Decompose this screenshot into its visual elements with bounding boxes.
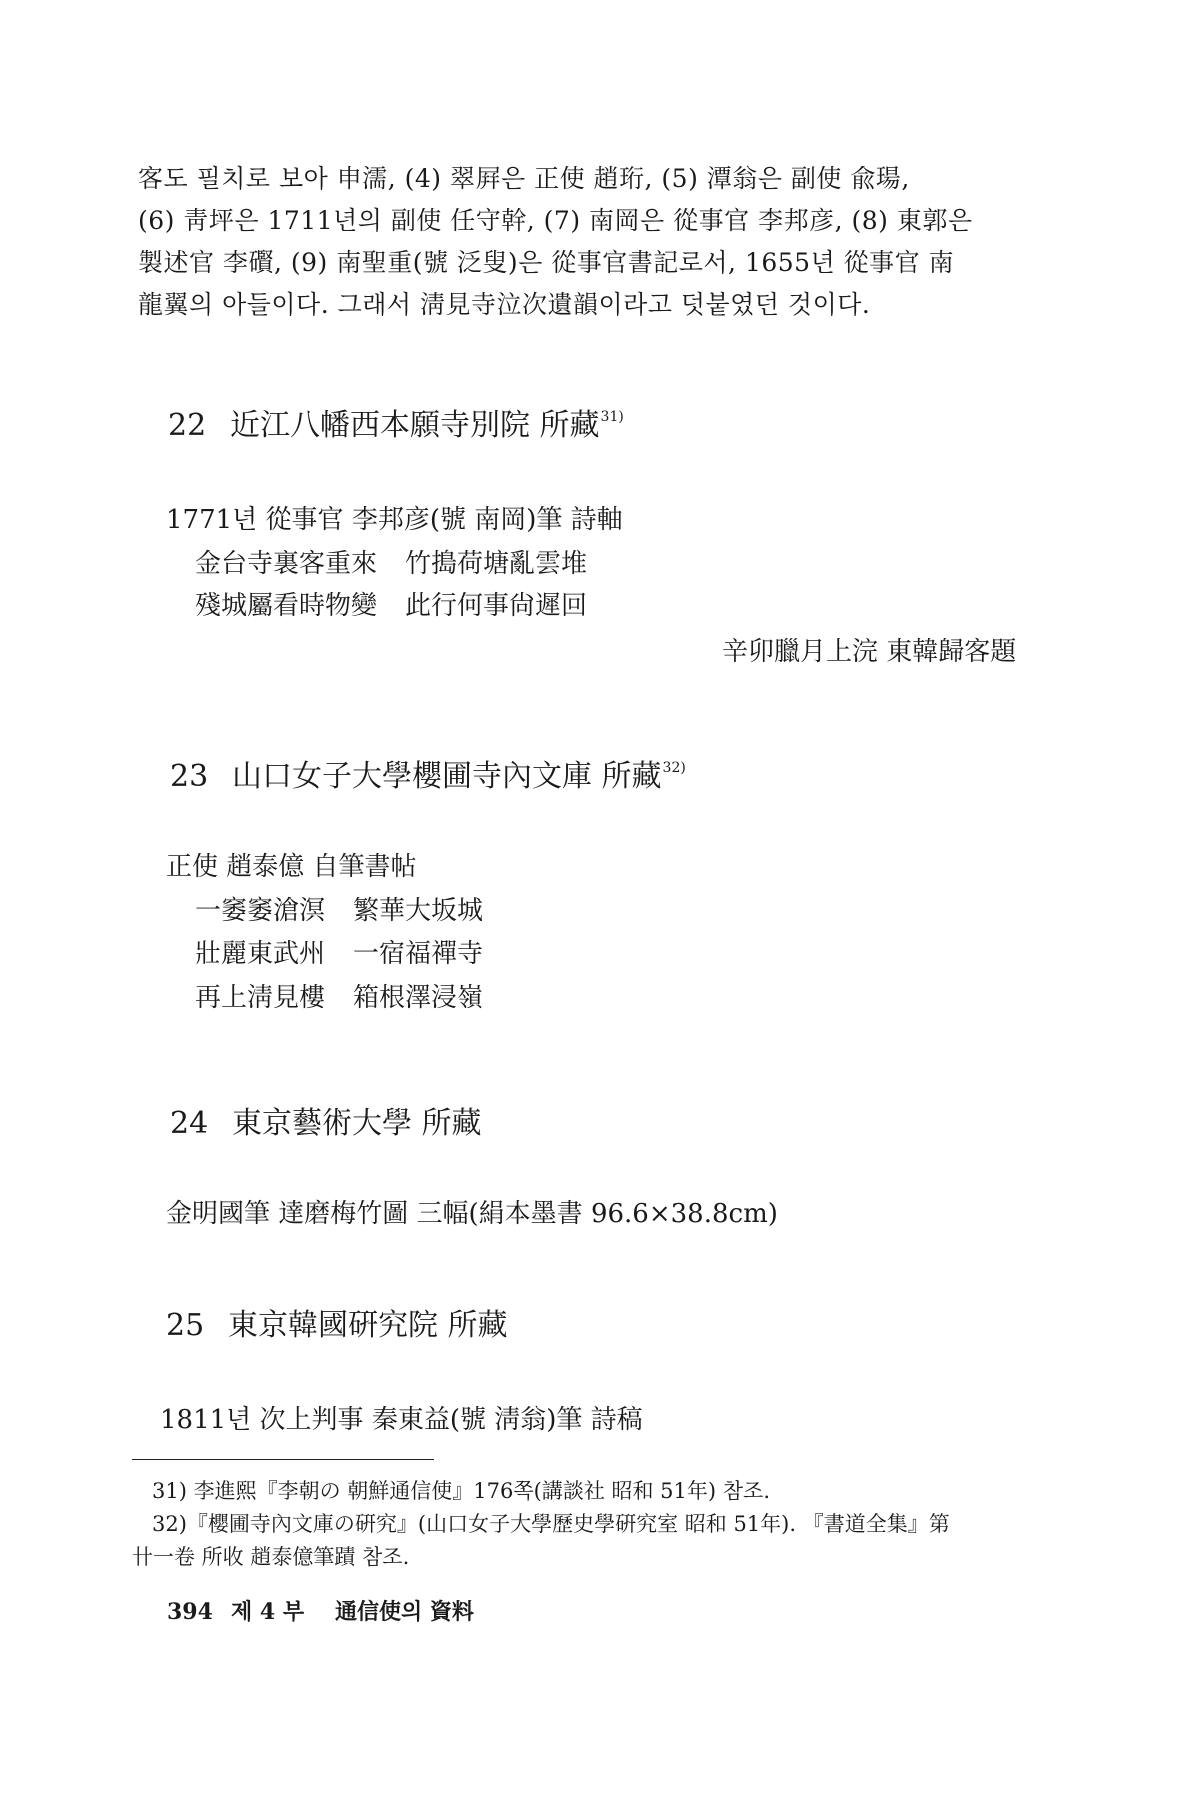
section-heading: [168, 408, 624, 444]
poem-verse: 金台寺裏客重來: [195, 549, 378, 579]
footnote: 32)『櫻圃寺內文庫の硏究』(山口女子大學歷史學硏究室 昭和 51年). 『書道全集』第: [152, 1512, 950, 1536]
intro-line: (6) 靑坪은 1711년의 副使 任守幹, (7) 南岡은 從事官 李邦彦, (8) 東郭은: [138, 206, 973, 235]
poem-line: [195, 982, 483, 1014]
entry-title: 1811년 次上判事 秦東益(號 淸翁)筆 詩稿: [160, 1405, 643, 1435]
section-heading: [166, 1308, 508, 1344]
poem-verse: 箱根澤浸嶺: [353, 983, 484, 1013]
poem-verse: 此行何事尙遲回: [405, 591, 588, 621]
section-title: 東京藝術大學 所藏: [232, 1106, 482, 1141]
intro-line: 客도 필치로 보아 申濡, (4) 翠屛은 正使 趙珩, (5) 潭翁은 副使 兪瑒,: [138, 164, 910, 193]
poem-verse: 一䆧䆧滄溟: [195, 896, 326, 926]
poem-signature: 辛卯臘月上浣 東韓歸客題: [722, 637, 1017, 667]
poem-verse: 壯麗東武州: [195, 939, 326, 969]
poem-verse: 一宿福禪寺: [353, 939, 484, 969]
part-title: 通信使의 資料: [335, 1599, 474, 1625]
poem-verse: 繁華大坂城: [353, 896, 484, 926]
section-number: 24: [170, 1106, 209, 1141]
page-number: 394: [167, 1599, 213, 1625]
footnote-ref: 31): [600, 409, 624, 425]
section-heading: [170, 1106, 482, 1142]
footnote-ref: 32): [662, 760, 686, 776]
poem-line: [195, 895, 483, 927]
section-number: 25: [166, 1308, 205, 1343]
entry-title: 正使 趙泰億 自筆書帖: [166, 852, 417, 882]
poem-line: [195, 548, 587, 580]
entry-title: 金明國筆 達磨梅竹圖 三幅(絹本墨書 96.6×38.8cm): [166, 1199, 778, 1229]
poem-line: [195, 938, 483, 970]
footnote: 卄一卷 所收 趙泰億筆蹟 참조.: [132, 1545, 410, 1569]
intro-line: 龍翼의 아들이다. 그래서 淸見寺泣次遺韻이라고 덧붙였던 것이다.: [138, 290, 871, 319]
footnote: 31) 李進熙『李朝の 朝鮮通信使』176쪽(講談社 昭和 51年) 참조.: [152, 1479, 771, 1503]
section-heading: [170, 759, 686, 795]
poem-verse: 殘城屬看時物變: [195, 591, 378, 621]
entry-title: 1771년 從事官 李邦彦(號 南岡)筆 詩軸: [166, 505, 623, 535]
intro-line: 製述官 李礥, (9) 南聖重(號 泛叟)은 從事官書記로서, 1655년 從事官 南: [138, 248, 955, 277]
section-number: 22: [168, 408, 207, 443]
poem-verse: 再上淸見樓: [195, 983, 326, 1013]
poem-verse: 竹搗荷塘亂雲堆: [405, 549, 588, 579]
page-footer: [167, 1598, 474, 1626]
section-title: 山口女子大學櫻圃寺內文庫 所藏: [232, 759, 662, 794]
poem-line: [195, 590, 587, 622]
footnote-divider: [132, 1459, 434, 1460]
section-title: 近江八幡西本願寺別院 所藏: [230, 408, 600, 443]
part-label: 제 4 부: [231, 1599, 305, 1625]
section-title: 東京韓國硏究院 所藏: [228, 1308, 508, 1343]
section-number: 23: [170, 759, 209, 794]
